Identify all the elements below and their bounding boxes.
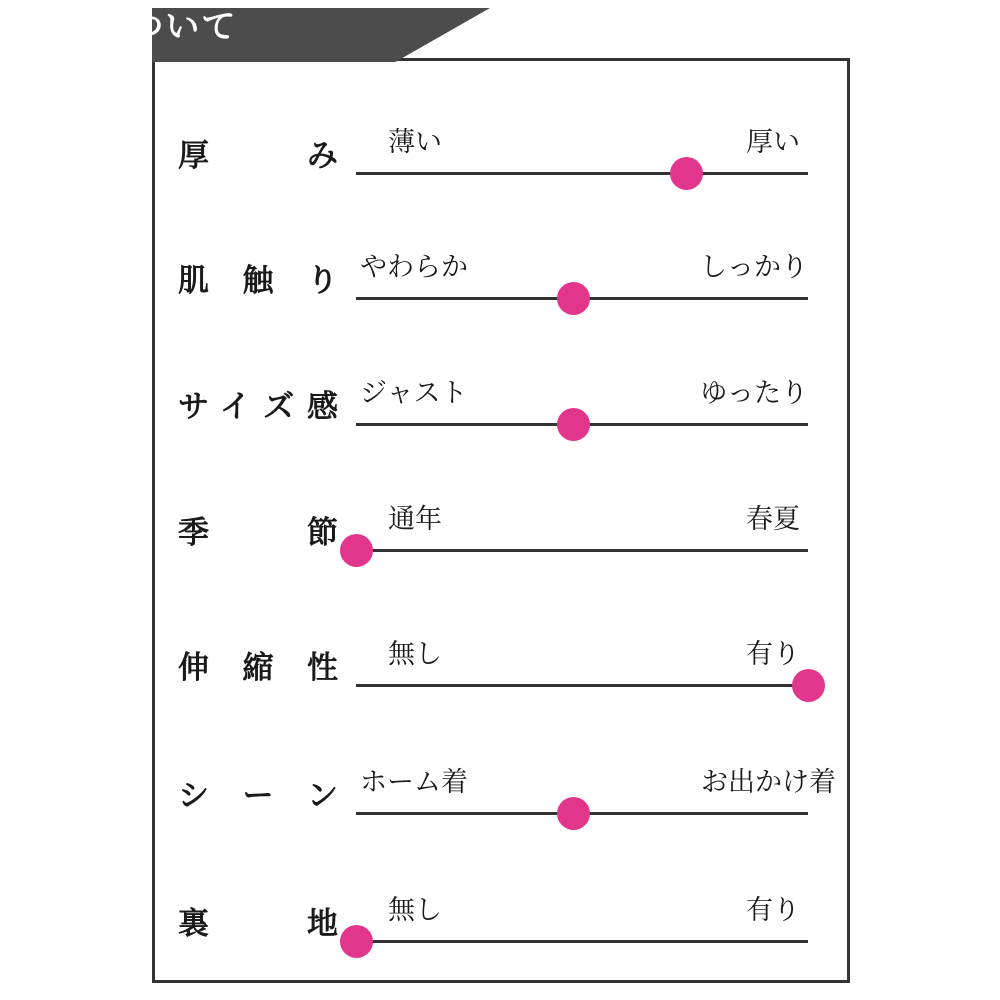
spec-label: シ ー ン [178,778,338,813]
spec-scale [356,351,808,471]
scale-left-caption: 通年 [388,504,442,534]
scale-right-caption: 春夏 [746,504,800,534]
spec-scale [356,740,836,860]
spec-label: 肌 触 り [178,263,338,298]
scale-line [356,549,808,552]
scale-line [356,172,808,175]
spec-row-size [0,351,1000,471]
spec-scale [356,868,808,988]
scale-marker [340,534,373,567]
scale-line [356,940,808,943]
scale-right-caption: お出かけ着 [701,767,836,797]
spec-row-texture [0,225,1000,345]
spec-label: 厚 み [178,138,338,173]
scale-marker [340,925,373,958]
spec-row-season [0,477,1000,597]
scale-marker [557,797,590,830]
scale-right-caption: 有り [746,895,800,925]
spec-row-scene [0,740,1000,860]
scale-left-caption: 無し [388,895,442,925]
spec-scale [356,225,808,345]
scale-right-caption: 厚い [746,127,800,157]
spec-label: 裏 地 [178,906,338,941]
spec-row-lining [0,868,1000,988]
scale-right-caption: ゆったり [700,378,808,408]
spec-row-stretch [0,612,1000,732]
scale-line [356,684,808,687]
scale-left-caption: 無し [388,639,442,669]
scale-right-caption: しっかり [700,252,808,282]
scale-left-caption: 薄い [388,127,442,157]
scale-left-caption: ジャスト [360,378,468,408]
panel-title: 生地について [22,8,238,46]
spec-label: 伸 縮 性 [178,650,338,685]
spec-label: 季 節 [178,515,338,550]
scale-marker [557,282,590,315]
spec-row-thickness [0,100,1000,220]
spec-scale [356,612,808,732]
scale-marker [670,157,703,190]
scale-marker [557,408,590,441]
spec-label: サイズ感 [178,389,338,424]
scale-right-caption: 有り [746,639,800,669]
spec-scale [356,100,808,220]
scale-left-caption: ホーム着 [360,767,468,797]
scale-marker [792,669,825,702]
spec-scale [356,477,808,597]
scale-left-caption: やわらか [360,252,468,282]
